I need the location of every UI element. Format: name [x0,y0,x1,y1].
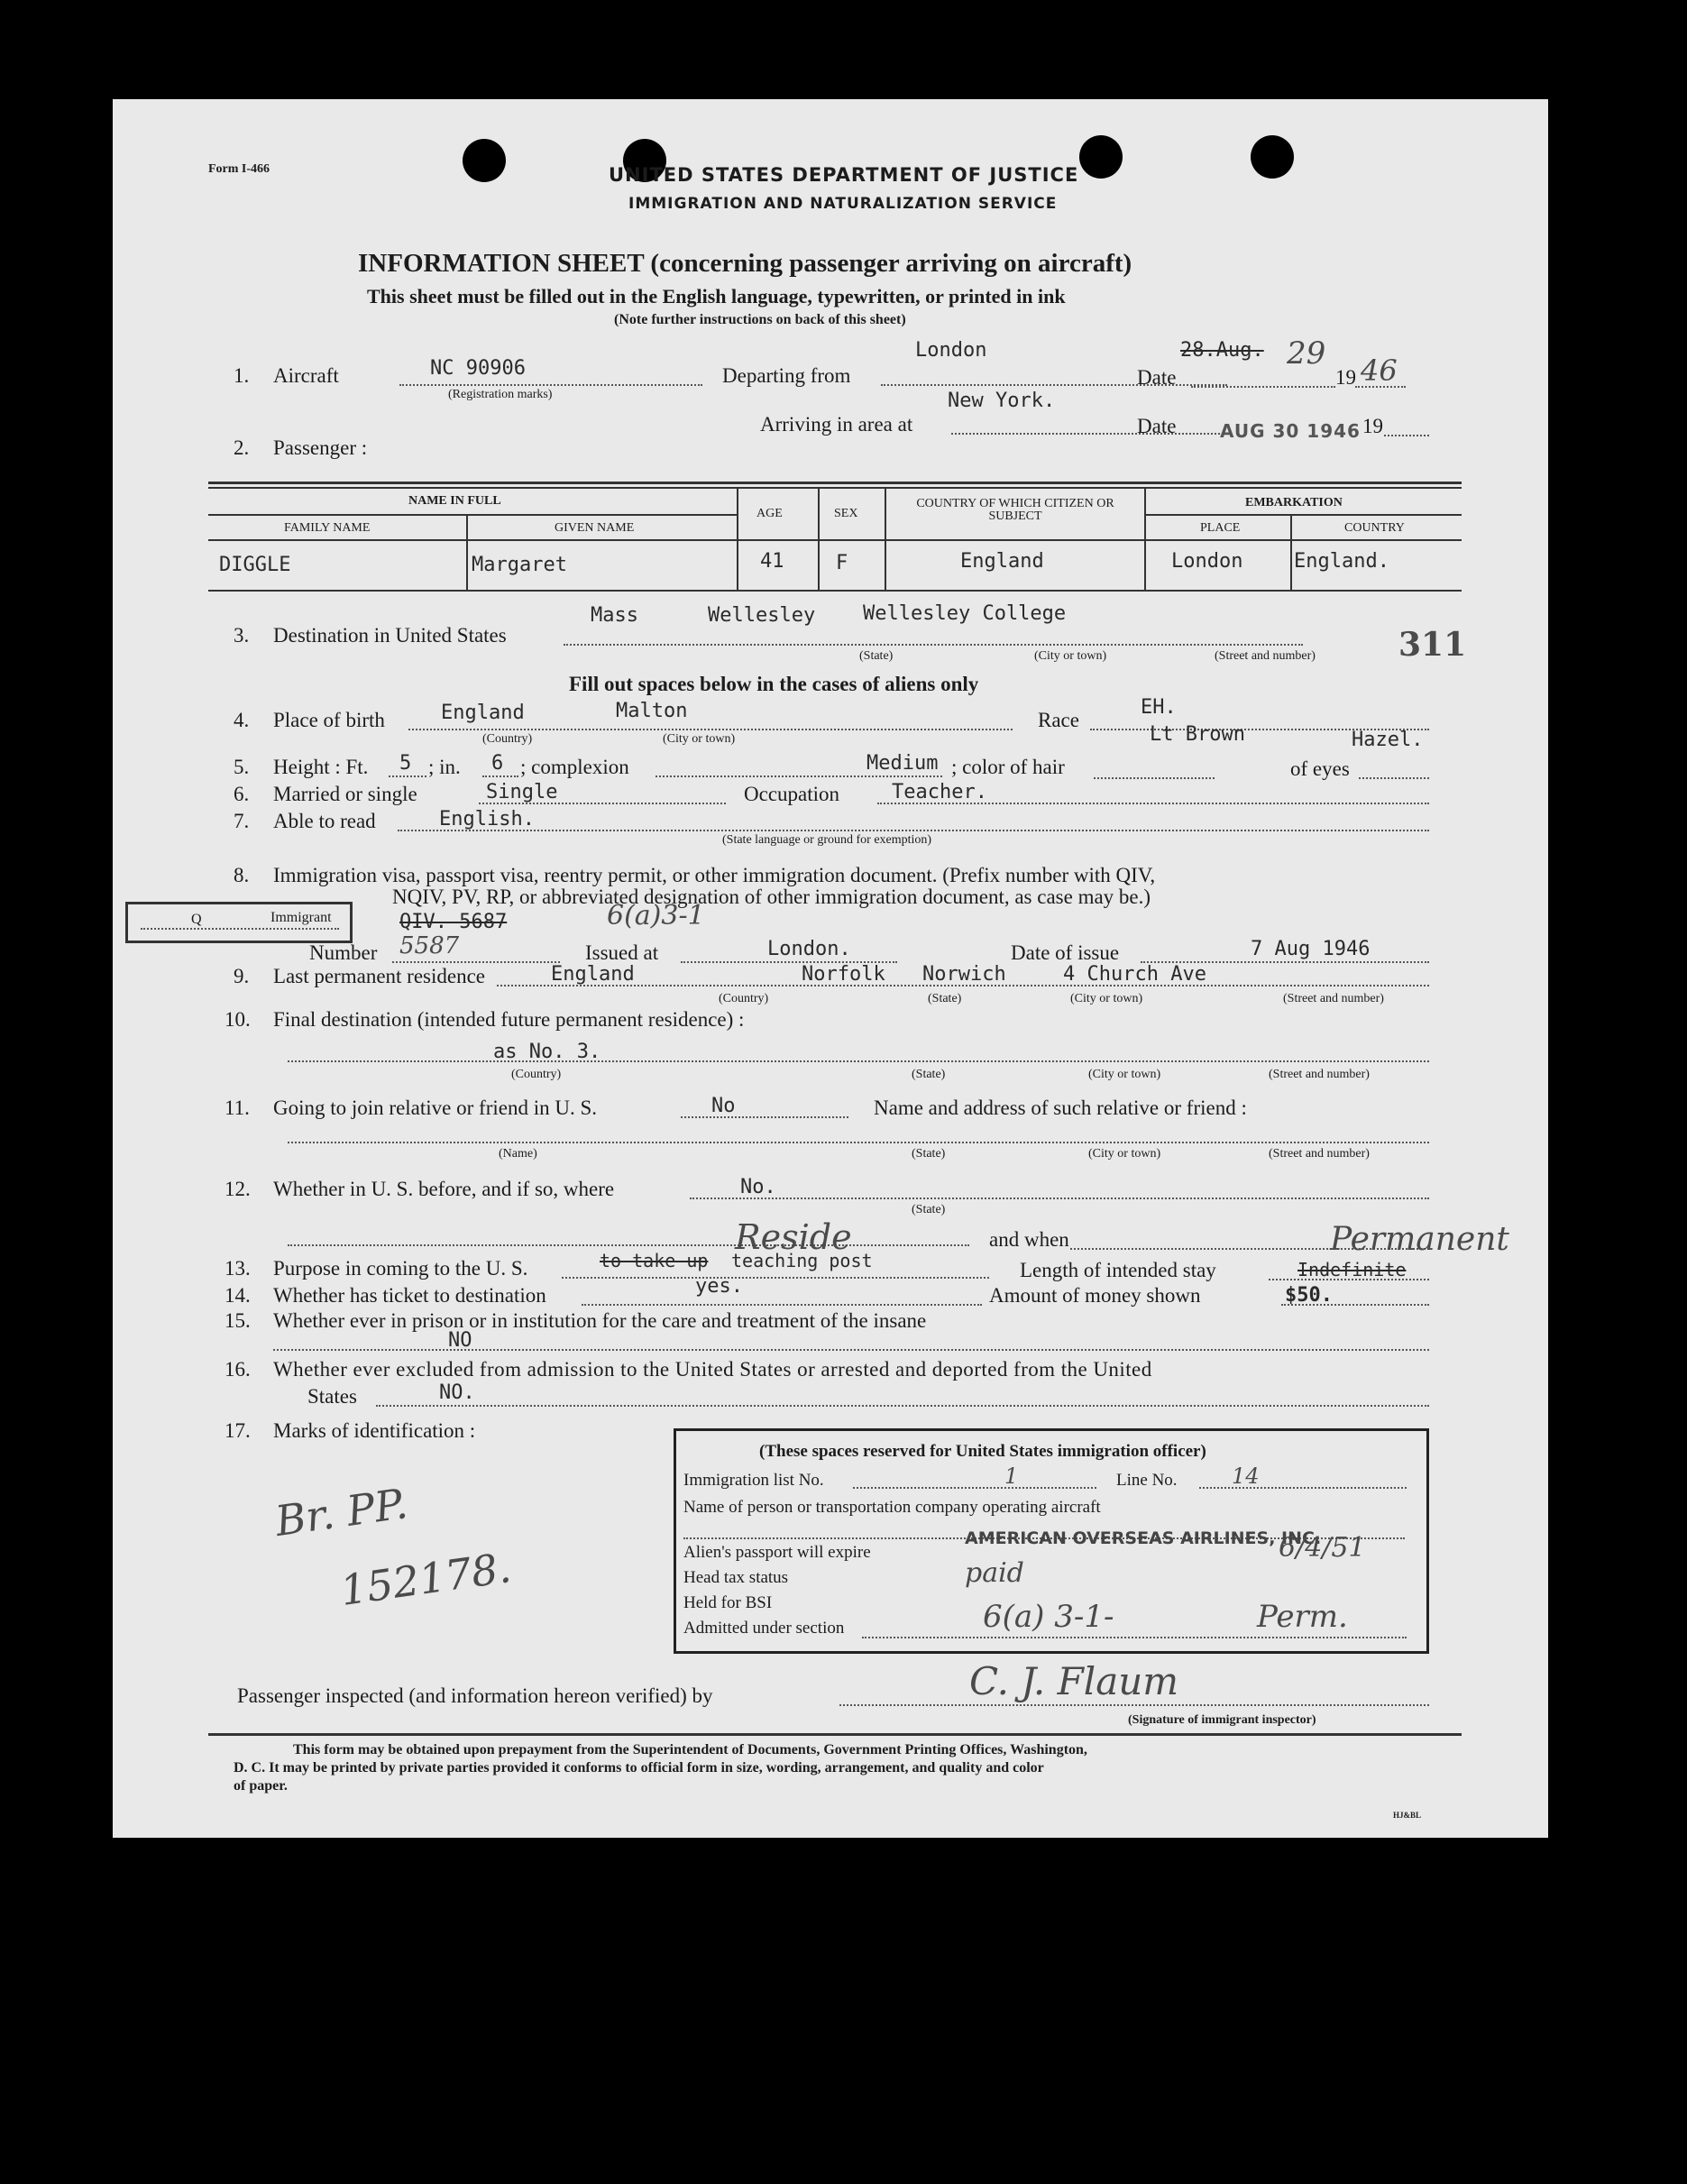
immigrant-stamp [125,902,353,943]
inches-label: ; in. [428,756,461,778]
headtax-value: paid [965,1557,1024,1589]
previous-visit-value: No. [740,1176,776,1198]
hair-value: Lt Brown [1150,723,1245,746]
col-header: AGE [756,507,783,520]
visa-instructions: NQIV, PV, RP, or abbreviated designation of other immigration document, as case may be.) [392,886,1151,908]
agency-name: UNITED STATES DEPARTMENT OF JUSTICE [609,164,1079,186]
caption: (City or town) [1070,992,1143,1005]
arriving-value: New York. [948,390,1056,412]
item-number: 4. [234,709,250,731]
caption: (State) [912,1147,946,1161]
issued-label: Issued at [585,941,659,964]
footer-text: D. C. It may be printed by private parties provided it conforms to official form in size, wording, arrangement, and quality and color [234,1760,1044,1776]
residence-city: Norwich [922,963,1006,986]
citizenship-value: England [960,550,1044,573]
id-marks-handwritten: 152178. [337,1543,515,1615]
item-number: 8. [234,864,250,886]
purpose-typed: teaching post [731,1250,873,1271]
item-number: 3. [234,624,250,647]
language-value: English. [439,808,535,830]
item-number: 11. [225,1097,250,1119]
birthplace-label: Place of birth [273,709,385,731]
caption: (State language or ground for exemption) [722,833,932,847]
caption: (Country) [511,1068,562,1081]
marital-value: Single [486,781,558,803]
issue-date-label: Date of issue [1011,941,1120,964]
stamp-text: Q [191,912,202,927]
col-header: PLACE [1200,521,1241,535]
final-destination-label: Final destination (intended future permanent residence) : [273,1008,745,1031]
operator-label: Name of person or transportation company operating aircraft [683,1498,1101,1517]
item-number: 7. [234,810,250,832]
col-header: COUNTRY [1344,521,1405,535]
passenger-label: Passenger : [273,436,368,459]
family-name-value: DIGGLE [219,554,291,576]
eyes-label: of eyes [1290,757,1350,780]
admitted-section: 6(a) 3-1- [983,1599,1114,1635]
money-label: Amount of money shown [989,1284,1201,1307]
id-marks-handwritten: Br. PP. [271,1479,411,1546]
arrival-date-stamp: AUG 30 1946 [1220,420,1361,442]
section-header: Fill out spaces below in the cases of aliens only [569,673,979,695]
item-number: 1. [234,364,250,387]
ticket-label: Whether has ticket to destination [273,1284,546,1307]
prison-value: NO [448,1329,472,1352]
embarkation-place-value: London [1171,550,1243,573]
race-value: EH. [1141,696,1177,719]
destination-city: Wellesley [708,604,816,627]
race-label: Race [1038,709,1079,731]
caption: (State) [859,649,894,663]
caption: (City or town) [1088,1068,1161,1081]
caption: (City or town) [663,732,736,746]
item-number: 10. [225,1008,251,1031]
item-number: 5. [234,756,250,778]
join-relative-label: Going to join relative or friend in U. S. [273,1097,597,1119]
line-label: Line No. [1116,1471,1178,1490]
year-prefix: 19 [1362,415,1383,437]
destination-label: Destination in United States [273,624,507,647]
col-header: EMBARKATION [1245,496,1343,509]
inspected-label: Passenger inspected (and information hereon verified) by [237,1684,713,1707]
language-label: Able to read [273,810,376,832]
arriving-label: Arriving in area at [760,413,913,436]
number-label: Number [309,941,378,964]
admitted-label: Admitted under section [683,1619,845,1638]
service-name: IMMIGRATION AND NATURALIZATION SERVICE [628,195,1058,213]
printer-mark: HJ&BL [1393,1811,1422,1820]
caption: (City or town) [1088,1147,1161,1161]
subtitle: This sheet must be filled out in the English language, typewritten, or printed in ink [367,285,1066,307]
col-header: COUNTRY OF WHICH CITIZEN OR SUBJECT [916,497,1114,523]
instructions-note: (Note further instructions on back of this sheet) [614,312,906,327]
aircraft-value: NC 90906 [430,357,526,380]
line-number: 14 [1232,1464,1260,1489]
id-marks-label: Marks of identification : [273,1419,476,1442]
join-relative-value: No [711,1095,736,1117]
date-label: Date [1137,415,1177,437]
when-label: and when [989,1228,1069,1251]
age-value: 41 [760,550,784,573]
item-number: 13. [225,1257,251,1280]
col-header: FAMILY NAME [284,521,371,535]
departing-label: Departing from [722,364,851,387]
airline-stamp: AMERICAN OVERSEAS AIRLINES, INC. [965,1528,1322,1548]
caption: (Signature of immigrant inspector) [1128,1713,1316,1727]
birth-country: England [441,702,525,724]
item-number: 2. [234,436,250,459]
visa-number: 5587 [399,932,460,959]
form-sheet [113,99,1548,1838]
stay-length-struck: Indefinite [1297,1259,1407,1280]
list-number: 1 [1004,1464,1019,1489]
caption: (Street and number) [1269,1147,1370,1161]
item-number: 6. [234,783,250,805]
headtax-label: Head tax status [683,1568,789,1587]
destination-state: Mass [591,604,638,627]
ticket-value: yes. [695,1275,743,1298]
item-number: 17. [225,1419,251,1442]
admitted-perm: Perm. [1257,1599,1348,1635]
height-feet: 5 [399,752,412,775]
stamp-text: Immigrant [270,910,332,925]
punch-hole [463,139,506,182]
occupation-value: Teacher. [892,781,987,803]
complexion-value: Medium [866,752,939,775]
visa-number-struck: QIV. 5687 [399,911,508,933]
height-inches: 6 [491,752,504,775]
date-label: Date [1137,366,1177,389]
stay-length-handwritten: Permanent [1330,1221,1509,1258]
complexion-label: ; complexion [520,756,629,778]
purpose-struck: to take up [600,1250,709,1271]
marital-label: Married or single [273,783,417,805]
occupation-label: Occupation [744,783,840,805]
col-header: SEX [834,507,858,520]
caption: (Street and number) [1269,1068,1370,1081]
item-number: 15. [225,1309,251,1332]
item-number: 9. [234,965,250,987]
purpose-handwritten: Reside [735,1217,852,1257]
birth-city: Malton [616,700,688,722]
given-name-value: Margaret [472,554,567,576]
punch-hole [1079,135,1123,179]
destination-street: Wellesley College [863,602,1067,625]
stay-length-label: Length of intended stay [1020,1259,1216,1281]
money-value: $50. [1285,1284,1333,1307]
caption: (State) [928,992,962,1005]
passport-label: Alien's passport will expire [683,1543,871,1562]
caption: (Street and number) [1283,992,1384,1005]
height-label: Height : Ft. [273,756,369,778]
departing-value: London [915,339,987,362]
previous-visit-label: Whether in U. S. before, and if so, where [273,1178,615,1200]
issued-value: London. [767,938,851,960]
final-destination-value: as No. 3. [493,1041,601,1063]
year-prefix: 19 [1335,366,1356,389]
eyes-value: Hazel. [1352,729,1424,751]
hair-label: ; color of hair [951,756,1065,778]
col-header: GIVEN NAME [555,521,635,535]
excluded-value: NO. [439,1381,475,1404]
item-number: 12. [225,1178,251,1200]
date-typed: 28.Aug. [1180,339,1264,362]
officer-box [674,1428,1429,1654]
visa-instructions: Immigration visa, passport visa, reentry permit, or other immigration document. (Prefix number with QIV, [273,864,1156,886]
bsi-label: Held for BSI [683,1593,773,1612]
caption: (State) [912,1068,946,1081]
passport-expiry: 6/4/51 [1279,1532,1366,1564]
aircraft-label: Aircraft [273,364,339,387]
caption: (Street and number) [1215,649,1316,663]
form-number: Form I-466 [208,162,270,176]
caption: (Country) [482,732,533,746]
year-handwritten: 46 [1361,353,1398,388]
footer-text: of paper. [234,1778,288,1794]
item-number: 16. [225,1358,251,1381]
punch-hole [1251,135,1294,179]
footer-text: This form may be obtained upon prepayment from the Superintendent of Documents, Government Printing Offices, Washington, [293,1742,1087,1757]
caption: (State) [912,1203,946,1216]
residence-country: England [551,963,635,986]
sex-value: F [836,552,848,574]
excluded-label: Whether ever excluded from admission to the United States or arrested and deported from the United [273,1358,1152,1381]
item-number: 14. [225,1284,251,1307]
purpose-label: Purpose in coming to the U. S. [273,1257,528,1280]
prison-label: Whether ever in prison or in institution for the care and treatment of the insane [273,1309,927,1332]
residence-street: 4 Church Ave [1063,963,1206,986]
residence-label: Last permanent residence [273,965,485,987]
inspector-signature: C. J. Flaum [969,1659,1179,1703]
excluded-label: States [307,1385,357,1408]
visa-section-handwritten: 6(a)3-1 [607,900,705,931]
relative-address-label: Name and address of such relative or friend : [874,1097,1247,1119]
embarkation-country-value: England. [1294,550,1389,573]
page-title: INFORMATION SHEET (concerning passenger arriving on aircraft) [358,249,1132,278]
caption: (City or town) [1034,649,1107,663]
caption: (Name) [499,1147,537,1161]
issue-date-value: 7 Aug 1946 [1251,938,1371,960]
caption: (Registration marks) [448,388,553,401]
col-header: NAME IN FULL [408,494,501,508]
residence-state: Norfolk [802,963,885,986]
caption: (Country) [719,992,769,1005]
officer-box-title: (These spaces reserved for United States immigration officer) [759,1442,1206,1461]
date-handwritten: 29 [1287,335,1326,372]
list-label: Immigration list No. [683,1471,824,1490]
destination-number: 311 [1398,626,1467,664]
